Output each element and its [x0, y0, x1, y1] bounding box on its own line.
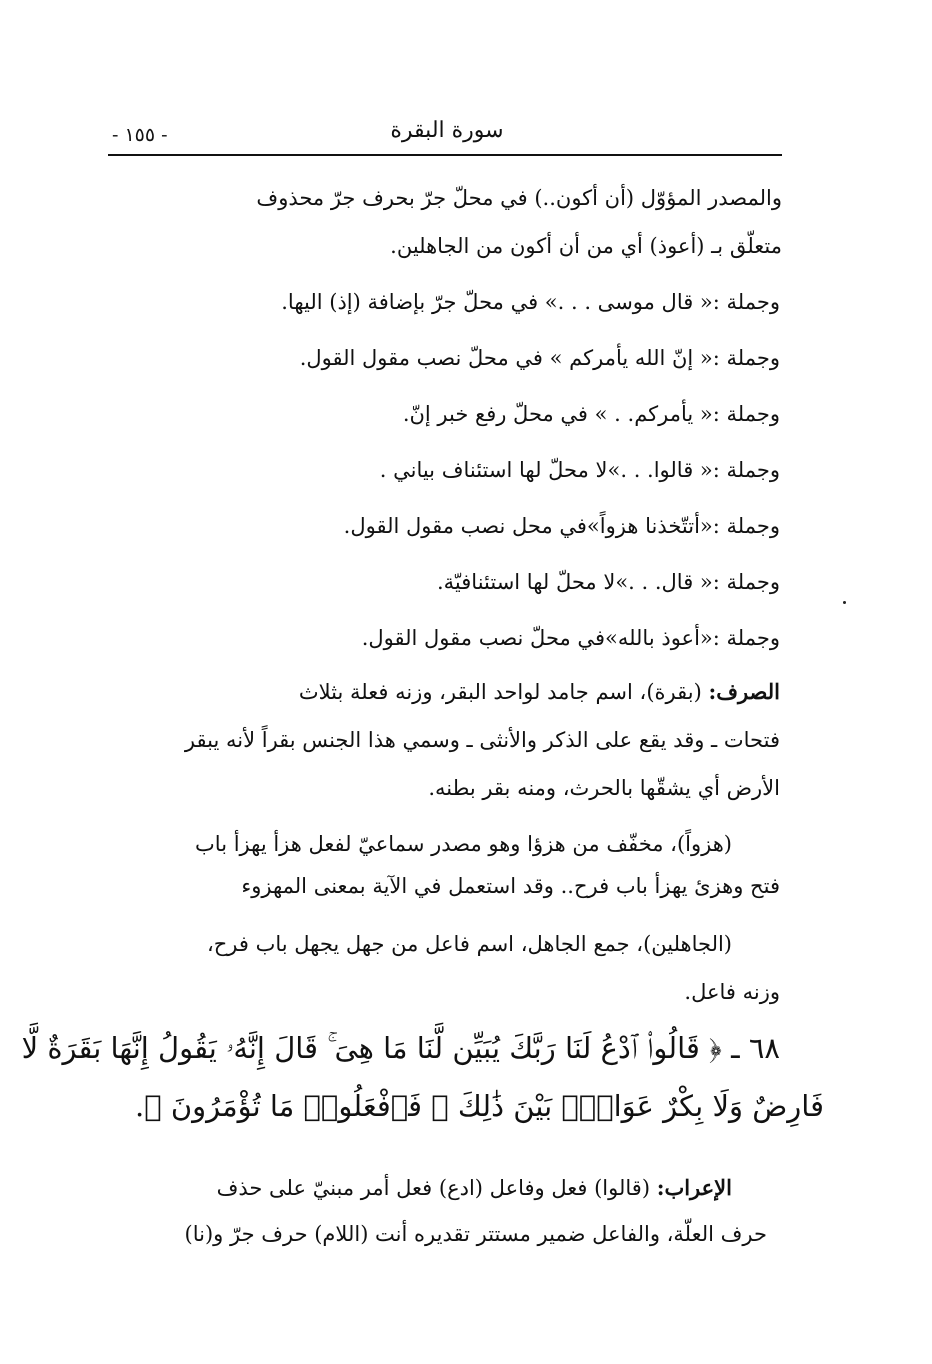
page-number: - ١٥٥ - [112, 124, 168, 146]
verse-line-2: فَارِضٌ وَلَا بِكْرٌ عَوَانٌۢ بَيْنَ ذَٰلِكَ ۖ فَٱفْعَلُوا۟ مَا تُؤْمَرُونَ ﴾. [134, 1089, 824, 1123]
intro-line-2: متعلّق بـ (أعوذ) أي من أن أكون من الجاهلين. [390, 234, 782, 258]
scan-speck [843, 601, 846, 604]
irab-line-1 [98, 1173, 732, 1203]
jahilin-line-2: وزنه فاعل. [684, 980, 780, 1004]
sentence-item: وجملة :« إنّ الله يأمركم » في محلّ نصب مقول القول. [299, 346, 780, 370]
irab-text: (قالوا) فعل وفاعل (ادع) فعل أمر مبنيّ على حذف [216, 1176, 657, 1200]
sentence-item: وجملة :« يأمركم. . » في محلّ رفع خبر إنّ. [402, 402, 780, 426]
sarf-heading: الصرف: [708, 679, 780, 704]
sentence-item: وجملة :«أتتّخذنا هزواً»في محل نصب مقول القول. [343, 514, 780, 538]
sentence-item: وجملة :« قال. . .»لا محلّ لها استئنافيّة. [436, 570, 780, 594]
sentence-item: وجملة :« قالوا. . .»لا محلّ لها استئناف بياني . [379, 458, 780, 482]
irab-heading: الإعراب: [656, 1175, 732, 1200]
page-header [112, 112, 782, 156]
sarf-line-3: الأرض أي يشقّها بالحرث، ومنه بقر بطنه. [428, 776, 780, 800]
sarf-line-2: فتحات ـ وقد يقع على الذكر والأنثى ـ وسمي هذا الجنس بقراً لأنه يبقر [184, 728, 780, 752]
intro-line-1: والمصدر المؤوّل (أن أكون..) في محلّ جرّ بحرف جرّ محذوف [256, 186, 782, 210]
huzuwan-line-2: فتح وهزئ يهزأ باب فرح.. وقد استعمل في الآية بمعنى المهزوء [241, 874, 780, 898]
verse-line-1: ٦٨ ـ ﴿ قَالُوا۟ ٱدْعُ لَنَا رَبَّكَ يُبَيِّن لَّنَا مَا هِىَ ۚ قَالَ إِنَّهُۥ يَقُولُ إِنَّهَا بَقَرَةٌ لَّا [21, 1031, 780, 1065]
jahilin-line-1: (الجاهلين)، جمع الجاهل، اسم فاعل من جهل يجهل باب فرح، [206, 932, 732, 956]
surah-title: سورة البقرة [390, 118, 504, 143]
sentence-item: وجملة :«أعوذ بالله»في محلّ نصب مقول القول. [361, 626, 780, 650]
header-divider [108, 154, 782, 156]
huzuwan-line-1: (هزواً)، مخفّف من هزؤا وهو مصدر سماعيّ لفعل هزأ يهزأ باب [195, 832, 732, 856]
irab-line-2: حرف العلّة، والفاعل ضمير مستتر تقديره أنت (اللام) حرف جرّ و(نا) [184, 1222, 767, 1246]
sentence-item: وجملة :« قال موسى . . .» في محلّ جرّ بإضافة (إذ) اليها. [281, 290, 780, 314]
sarf-line-1 [104, 677, 780, 707]
sarf-text: (بقرة)، اسم جامد لواحد البقر، وزنه فعلة بثلاث [298, 680, 709, 704]
